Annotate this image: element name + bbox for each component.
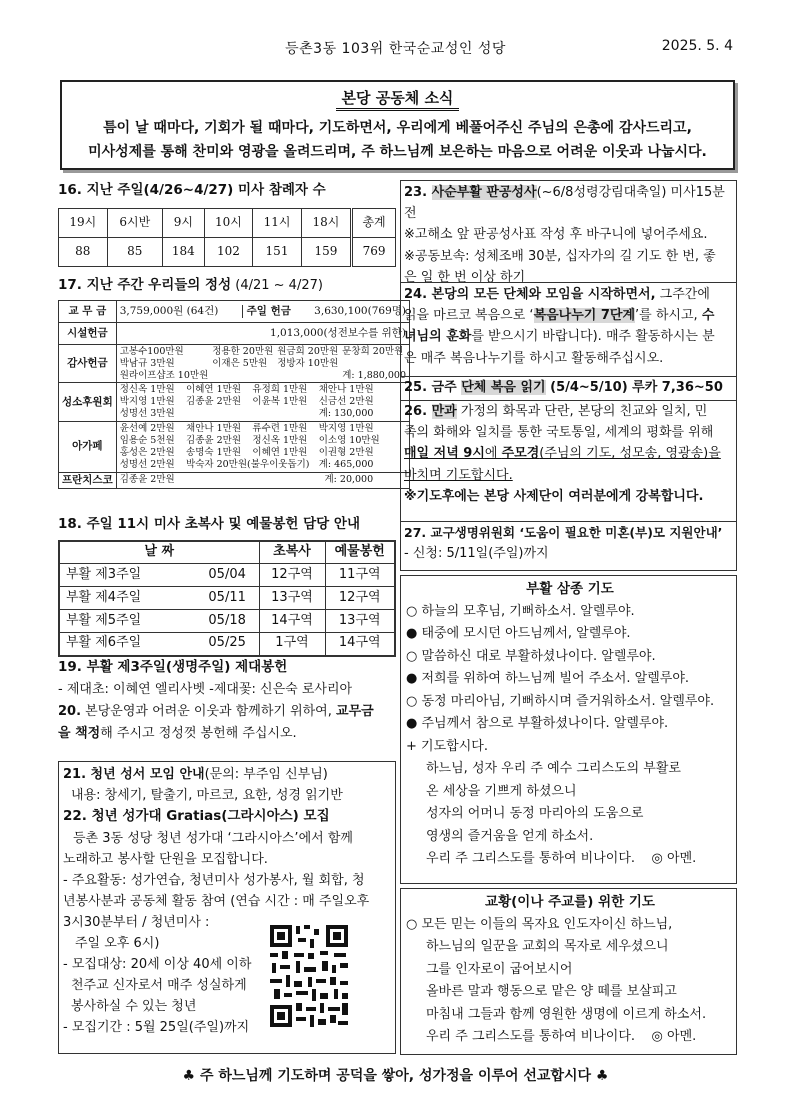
vocation-label: 성소후원회 bbox=[59, 383, 117, 422]
donor: 임용순 5천원 bbox=[119, 434, 175, 446]
s24-highlight: 복음나누기 7단계 bbox=[533, 308, 636, 324]
donor: 류수련 1만원 bbox=[252, 423, 308, 435]
s23-num: 23. bbox=[404, 185, 432, 200]
facility-label: 시설헌금 bbox=[59, 322, 117, 344]
vocation-list bbox=[116, 383, 409, 422]
section-26 bbox=[404, 401, 734, 507]
s26-text: (주님의 기도, 성모송, 영광송)을 bbox=[539, 446, 721, 462]
prayer2-title: 교황(이나 주교를) 위한 기도 bbox=[485, 894, 655, 910]
s22-line: 년봉사분과 공동체 활동 참여 (연습 시간 : 매 주일오후 bbox=[63, 894, 370, 910]
duty-week: 부활 제6주일 bbox=[59, 633, 196, 656]
prayer-line: ● 저희를 위하여 하느님께 빌어 주소서. 알렐루야. bbox=[406, 671, 690, 686]
section-20-body bbox=[58, 701, 398, 745]
section-19-body: - 제대초: 이혜연 엘리사벳 -제대꽃: 신은숙 로사리아 bbox=[58, 681, 353, 697]
s24-bold: 24. 본당의 모든 단체와 모임을 시작하면서, bbox=[404, 287, 656, 302]
s24-text: ’를 하시고, bbox=[635, 308, 702, 324]
duty-server: 13구역 bbox=[259, 587, 325, 610]
att-header: 9시 bbox=[163, 208, 205, 237]
s25-bold: (5/4~5/10) 루카 7,36~50 bbox=[545, 380, 723, 395]
s22-line: - 모집기간 : 5월 25일(주일)까지 bbox=[63, 1020, 250, 1036]
page-header bbox=[0, 38, 791, 60]
att-header: 10시 bbox=[204, 208, 253, 237]
donor: 성명선 2만원 bbox=[119, 458, 175, 470]
att-value: 88 bbox=[59, 237, 108, 266]
prayer1-title: 부활 삼종 기도 bbox=[526, 581, 614, 597]
s26-highlight: 만과 bbox=[431, 404, 457, 419]
duty-week: 부활 제4주일 bbox=[59, 587, 196, 610]
footer-slogan: ♣ 주 하느님께 기도하며 공덕을 쌓아, 성가정을 이루어 선교합시다 ♣ bbox=[182, 1068, 609, 1084]
donor: 박지영 1만원 bbox=[318, 423, 374, 435]
s25-bold: 25. 금주 bbox=[404, 380, 462, 395]
s26-line-1 bbox=[404, 401, 734, 422]
s25-highlight: 단체 복음 읽기 bbox=[461, 380, 546, 395]
s24-line: 은 매주 복음나누기를 하시고 활동해주십시오. bbox=[404, 350, 664, 366]
offering-value bbox=[116, 300, 409, 322]
s24-line-3 bbox=[404, 326, 734, 347]
donor: 이혜연 1만원 bbox=[252, 446, 308, 458]
donor bbox=[277, 370, 338, 382]
att-value: 184 bbox=[163, 237, 205, 266]
prayer-line: 하느님의 일꾼을 교회의 목자로 세우셨으니 bbox=[426, 939, 669, 954]
section-27 bbox=[404, 523, 736, 565]
att-header: 18시 bbox=[301, 208, 351, 237]
section-21-title bbox=[63, 764, 393, 785]
att-value: 102 bbox=[204, 237, 253, 266]
duty-table bbox=[58, 540, 396, 657]
s23-line: 은 일 한 번 이상 하기 bbox=[404, 269, 526, 285]
s23-line: ※공동보속: 성체조배 30분, 십자가의 길 기도 한 번, 좋 bbox=[404, 248, 716, 264]
donor: 유정희 1만원 bbox=[252, 384, 308, 396]
thanks-list bbox=[116, 344, 409, 383]
prayer-line: ○ 하늘의 모후님, 기뻐하소서. 알렐루야. bbox=[406, 603, 635, 619]
donor: 성명선 3만원 bbox=[119, 408, 175, 420]
prayer-line: 성자의 어머니 동정 마리아의 도움으로 bbox=[426, 806, 644, 821]
community-notice bbox=[60, 80, 735, 170]
s22-line: 주일 오후 6시) bbox=[75, 936, 160, 952]
s23-line-1 bbox=[404, 182, 734, 224]
s17-title-main: 17. 지난 주간 우리들의 정성 bbox=[58, 277, 232, 293]
section-24 bbox=[404, 284, 734, 369]
duty-offering: 11구역 bbox=[325, 564, 395, 587]
francis-value: 김종윤 2만원 bbox=[116, 472, 321, 488]
s23-line: ※고해소 앞 판공성사표 작성 후 바구니에 넣어주세요. bbox=[404, 227, 708, 243]
s22-line: - 주요활동: 성가연습, 청년미사 성가봉사, 월 회합, 청 bbox=[63, 873, 365, 889]
sunday-offering-value: 3,630,100(769명) bbox=[314, 304, 406, 317]
prayer-line: 우리 주 그리스도를 통하여 비나이다. ◎ 아멘. bbox=[426, 1029, 697, 1044]
s24-bold: 수 bbox=[701, 308, 715, 324]
qr-code-icon bbox=[268, 923, 350, 1029]
donor: 채안나 1만원 bbox=[318, 384, 374, 396]
att-header-total: 총계 bbox=[352, 208, 396, 237]
section-27-title: 27. 교구생명위원회 ‘도움이 필요한 미혼(부)모 지원안내’ bbox=[404, 525, 723, 540]
donor: 이혜연 1만원 bbox=[186, 384, 241, 396]
section-22-title: 22. 청년 성가대 Gratias(그라시아스) 모집 bbox=[63, 808, 330, 825]
s26-line-3 bbox=[404, 443, 734, 464]
regina-caeli bbox=[406, 578, 734, 871]
duty-offering: 14구역 bbox=[325, 633, 395, 656]
section-18-title: 18. 주일 11시 미사 초복사 및 예물봉헌 담당 안내 bbox=[58, 516, 360, 532]
prayer-line: 올바른 말과 행동으로 맡은 양 떼를 보살피고 bbox=[426, 984, 677, 999]
s21-title: 21. 청년 성서 모임 안내 bbox=[63, 767, 205, 782]
att-value: 159 bbox=[301, 237, 351, 266]
duty-offering: 12구역 bbox=[325, 587, 395, 610]
duty-server: 1구역 bbox=[259, 633, 325, 656]
donor: 박지영 1만원 bbox=[119, 396, 175, 408]
donor: 정용한 20만원 bbox=[212, 345, 274, 357]
prayer-line: 그를 인자로이 굽어보시어 bbox=[426, 961, 573, 977]
donor bbox=[212, 370, 273, 382]
s26-text: 에 bbox=[484, 446, 502, 462]
donor: 김종윤 2만원 bbox=[186, 434, 241, 446]
prayer-line: ● 주님께서 참으로 부활하셨나이다. 알렐루야. bbox=[406, 716, 669, 731]
duty-week: 부활 제5주일 bbox=[59, 610, 196, 633]
s23-highlight: 사순부활 판공성사 bbox=[431, 185, 537, 200]
divider bbox=[400, 376, 737, 377]
francis-label: 프란치스코 bbox=[59, 472, 117, 488]
prayer-line: ○ 말씀하신 대로 부활하셨나이다. 알렐루야. bbox=[406, 648, 656, 664]
donor: 이소영 10만원 bbox=[318, 434, 380, 446]
notice-line-2: 미사성제를 통해 찬미와 영광을 올려드리며, 주 하느님께 보은하는 마음으로 어려운 이웃과 나눕시다. bbox=[88, 144, 707, 160]
section-17-title bbox=[58, 275, 398, 297]
donor: 채안나 1만원 bbox=[186, 423, 241, 435]
bulletin-date: 2025. 5. 4 bbox=[661, 38, 733, 54]
s20-bold: 교무금 bbox=[336, 704, 374, 720]
s20-text: 본당운영과 어려운 이웃과 함께하기 위하여, bbox=[81, 704, 337, 720]
s20-bold: 을 책정 bbox=[58, 726, 101, 742]
s24-line-1 bbox=[404, 284, 734, 305]
duty-header-server: 초복사 bbox=[259, 541, 325, 564]
agape-list bbox=[116, 422, 409, 473]
pope-prayer bbox=[406, 891, 734, 1049]
att-value-total: 769 bbox=[352, 237, 396, 266]
duty-date: 05/04 bbox=[196, 564, 259, 587]
prayer-line: 하느님, 성자 우리 주 예수 그리스도의 부활로 bbox=[426, 761, 681, 776]
section-16-title: 16. 지난 주일(4/26~4/27) 미사 참례자 수 bbox=[58, 182, 326, 198]
donor: 홍성은 2만원 bbox=[119, 446, 175, 458]
s24-text: 를 받으시기 바랍니다). 매주 활동하시는 분 bbox=[471, 329, 715, 345]
donor: 정신옥 1만원 bbox=[252, 434, 308, 446]
prayer-line: + 기도합시다. bbox=[406, 738, 488, 754]
att-value: 85 bbox=[107, 237, 162, 266]
facility-value: 1,013,000(성전보수를 위한) bbox=[116, 322, 409, 344]
donor bbox=[252, 408, 314, 420]
donor: 이권형 2만원 bbox=[318, 446, 374, 458]
s17-title-range: (4/21 ~ 4/27) bbox=[231, 278, 323, 293]
section-18 bbox=[58, 514, 398, 657]
section-27-body: - 신청: 5/11일(주일)까지 bbox=[404, 546, 549, 562]
donor: 박숙자 20만원(불우이웃돕기) bbox=[186, 458, 310, 470]
s22-line: 노래하고 봉사할 단원을 모집합니다. bbox=[63, 852, 268, 867]
att-header: 6시반 bbox=[107, 208, 162, 237]
notice-title: 본당 공동체 소식 bbox=[336, 87, 460, 111]
duty-server: 12구역 bbox=[259, 564, 325, 587]
attendance-table bbox=[58, 208, 396, 267]
duty-header-offering: 예물봉헌 bbox=[325, 541, 395, 564]
s24-bold: 녀님의 훈화 bbox=[404, 329, 472, 345]
duty-date: 05/18 bbox=[196, 610, 259, 633]
duty-offering: 13구역 bbox=[325, 610, 395, 633]
donor: 정신옥 1만원 bbox=[119, 384, 175, 396]
s24-text: 그주간에 bbox=[655, 287, 710, 302]
divider bbox=[400, 521, 737, 522]
notice-line-1: 틈이 날 때마다, 기회가 될 때마다, 기도하면서, 우리에게 베풀어주신 주님의 은총에 감사드리고, bbox=[103, 120, 692, 136]
prayer-line: 우리 주 그리스도를 통하여 비나이다. ◎ 아멘. bbox=[426, 851, 697, 866]
s22-line: 등촌 3동 성당 청년 성가대 ‘그라시아스’에서 함께 bbox=[73, 830, 353, 846]
section-21-body: 내용: 창세기, 탈출기, 마르코, 요한, 성경 읽기반 bbox=[71, 788, 343, 804]
parish-name: 등촌3동 103위 한국순교성인 성당 bbox=[285, 41, 506, 57]
s26-line: 족의 화해와 일치를 통한 국토통일, 세계의 평화를 위해 bbox=[404, 425, 714, 441]
duty-week: 부활 제3주일 bbox=[59, 564, 196, 587]
donor: 김종윤 2만원 bbox=[186, 396, 241, 408]
section-19-title: 19. 부활 제3주일(생명주일) 제대봉헌 bbox=[58, 659, 288, 675]
donor bbox=[186, 408, 248, 420]
donor: 원금희 20만원 bbox=[277, 345, 339, 357]
s21-contact: (문의: 부주임 신부님) bbox=[204, 767, 328, 782]
donor: 이윤복 1만원 bbox=[252, 396, 308, 408]
divider bbox=[400, 282, 737, 283]
s24-line-2 bbox=[404, 305, 734, 326]
qr-code-image[interactable] bbox=[268, 923, 350, 1029]
donor: 윤선예 2만원 bbox=[119, 423, 175, 435]
subtotal: 계: 130,000 bbox=[318, 408, 374, 420]
s26-num: 26. bbox=[404, 404, 432, 419]
s26-note: ※기도후에는 본당 사제단이 여러분에게 강복합니다. bbox=[404, 488, 704, 504]
subtotal: 계: 465,000 bbox=[318, 458, 374, 470]
section-16 bbox=[58, 180, 398, 267]
donor: 송명숙 1만원 bbox=[186, 446, 241, 458]
offering-label: 교 무 금 bbox=[59, 300, 117, 322]
duty-date: 05/11 bbox=[196, 587, 259, 610]
dues-value: 3,759,000원 (64건) bbox=[119, 304, 219, 317]
s23-text: (~6/8성령강림대축일) 미사15분전 bbox=[404, 185, 725, 222]
donor: 박남규 3만원 bbox=[119, 357, 175, 369]
s20-text: 해 주시고 정성껏 봉헌해 주십시오. bbox=[100, 726, 297, 742]
donor: 신금선 2만원 bbox=[318, 396, 374, 408]
duty-header-date: 날 짜 bbox=[59, 541, 259, 564]
subtotal: 계: 1,880,000 bbox=[342, 369, 406, 381]
section-17 bbox=[58, 275, 406, 489]
section-25 bbox=[404, 378, 734, 399]
s22-line: - 모집대상: 20세 이상 40세 이하 bbox=[63, 957, 252, 973]
francis-subtotal: 계: 20,000 bbox=[322, 472, 410, 488]
prayer-line: 영생의 즐거움을 얻게 하소서. bbox=[426, 828, 594, 844]
att-value: 151 bbox=[253, 237, 302, 266]
prayer-line: ○ 모든 믿는 이들의 목자요 인도자이신 하느님, bbox=[406, 916, 673, 932]
s26-bold: 매일 저녁 9시 bbox=[404, 446, 485, 462]
section-19-20 bbox=[58, 656, 398, 745]
s26-line: 바치며 기도합시다. bbox=[404, 467, 513, 483]
sunday-offering-label: 주일 헌금 bbox=[242, 305, 291, 318]
s24-text: 읽을 마르코 복음으로 ‘ bbox=[404, 308, 534, 324]
donor: 고봉수100만원 bbox=[119, 345, 184, 357]
prayer-line: 온 세상을 기쁘게 하셨으니 bbox=[426, 783, 577, 799]
s22-line: 천주교 신자로서 매주 성실하게 bbox=[71, 978, 247, 994]
prayer-line: ○ 동정 마리아님, 기뻐하시며 즐거워하소서. 알렐루야. bbox=[406, 693, 715, 709]
s26-bold: 주모경 bbox=[501, 446, 540, 462]
donor: 문창희 20만원 bbox=[342, 345, 404, 357]
duty-date: 05/25 bbox=[196, 633, 259, 656]
offering-table bbox=[58, 300, 410, 489]
s22-line: 3시30분부터 / 청년미사 : bbox=[63, 915, 210, 931]
duty-server: 14구역 bbox=[259, 610, 325, 633]
att-header: 11시 bbox=[253, 208, 302, 237]
donor bbox=[342, 358, 406, 370]
donor: 이재은 5만원 bbox=[212, 357, 268, 369]
s26-text: 가정의 화목과 단란, 본당의 친교와 일치, 민 bbox=[456, 404, 708, 419]
s22-line: 봉사하실 수 있는 청년 bbox=[71, 999, 197, 1015]
prayer-line: ● 태중에 모시던 아드님께서, 알렐루야. bbox=[406, 626, 631, 641]
donor: 정방자 10만원 bbox=[277, 357, 339, 369]
att-header: 19시 bbox=[59, 208, 108, 237]
s20-num: 20. bbox=[58, 704, 82, 720]
agape-label: 아가페 bbox=[59, 422, 117, 473]
thanks-label: 감사헌금 bbox=[59, 344, 117, 383]
prayer-line: 마침내 그들과 함께 영원한 생명에 이르게 하소서. bbox=[426, 1006, 707, 1022]
section-23 bbox=[404, 182, 734, 288]
donor: 원라이프샵조 10만원 bbox=[119, 369, 209, 381]
